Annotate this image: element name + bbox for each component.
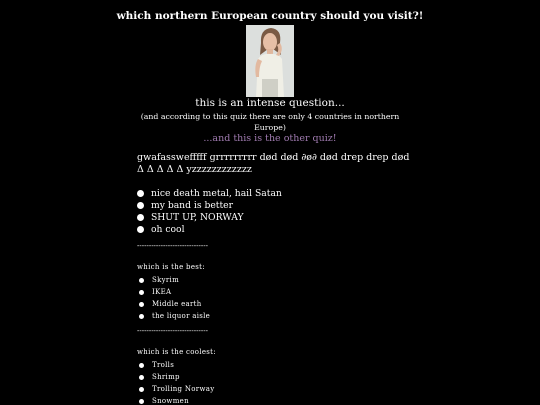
- answer-label: Trolls: [152, 361, 175, 369]
- answer-label: Shrimp: [152, 373, 180, 381]
- answer-label: the liquor aisle: [152, 312, 211, 320]
- radio-button-icon[interactable]: [137, 214, 144, 221]
- answer-option[interactable]: [139, 371, 214, 383]
- answer-option[interactable]: [139, 298, 210, 310]
- answer-option[interactable]: [137, 223, 282, 235]
- question-2-options: [139, 274, 210, 322]
- answer-label: IKEA: [152, 288, 172, 296]
- answer-label: nice death metal, hail Satan: [151, 187, 282, 199]
- answer-label: Trolling Norway: [152, 385, 215, 393]
- answer-option[interactable]: [139, 383, 214, 395]
- question-1-text: gwafasswefffff grrrrrrrrr død død ∂ø∂ død drep drep død Δ Δ Δ Δ Δ yzzzzzzzzzzzz: [137, 152, 410, 175]
- answer-option[interactable]: [137, 211, 282, 223]
- answer-label: SHUT UP, NORWAY: [151, 211, 244, 223]
- answer-label: Snowmen: [152, 397, 189, 405]
- radio-button-icon[interactable]: [139, 363, 144, 368]
- radio-button-icon[interactable]: [137, 190, 144, 197]
- radio-button-icon[interactable]: [139, 375, 144, 380]
- intro-note: (and according to this quiz there are only 4 countries in northern Europe): [140, 112, 400, 132]
- answer-option[interactable]: [139, 274, 210, 286]
- answer-label: my band is better: [151, 199, 234, 211]
- radio-button-icon[interactable]: [139, 290, 144, 295]
- radio-button-icon[interactable]: [139, 399, 144, 404]
- divider: ------------------------------: [137, 242, 208, 250]
- radio-button-icon[interactable]: [137, 202, 144, 209]
- answer-option[interactable]: [137, 187, 282, 199]
- answer-label: oh cool: [151, 223, 185, 235]
- radio-button-icon[interactable]: [139, 278, 144, 283]
- question-1-options: [137, 187, 282, 235]
- radio-button-icon[interactable]: [137, 226, 144, 233]
- other-quiz-link[interactable]: ...and this is the other quiz!: [203, 133, 337, 144]
- answer-label: Middle earth: [152, 300, 202, 308]
- radio-button-icon[interactable]: [139, 314, 144, 319]
- page-title: which northern European country should you visit?!: [116, 10, 424, 22]
- answer-label: Skyrim: [152, 276, 180, 284]
- answer-option[interactable]: [137, 199, 282, 211]
- divider: ------------------------------: [137, 327, 208, 335]
- intro-line: this is an intense question...: [195, 97, 345, 109]
- answer-option[interactable]: [139, 395, 214, 405]
- radio-button-icon[interactable]: [139, 387, 144, 392]
- woman-photo-icon: [246, 25, 294, 97]
- question-3-options: [139, 359, 214, 405]
- question-3-label: which is the coolest:: [137, 348, 216, 356]
- question-2-label: which is the best:: [137, 263, 205, 271]
- answer-option[interactable]: [139, 310, 210, 322]
- hero-image: [246, 25, 294, 97]
- answer-option[interactable]: [139, 286, 210, 298]
- answer-option[interactable]: [139, 359, 214, 371]
- radio-button-icon[interactable]: [139, 302, 144, 307]
